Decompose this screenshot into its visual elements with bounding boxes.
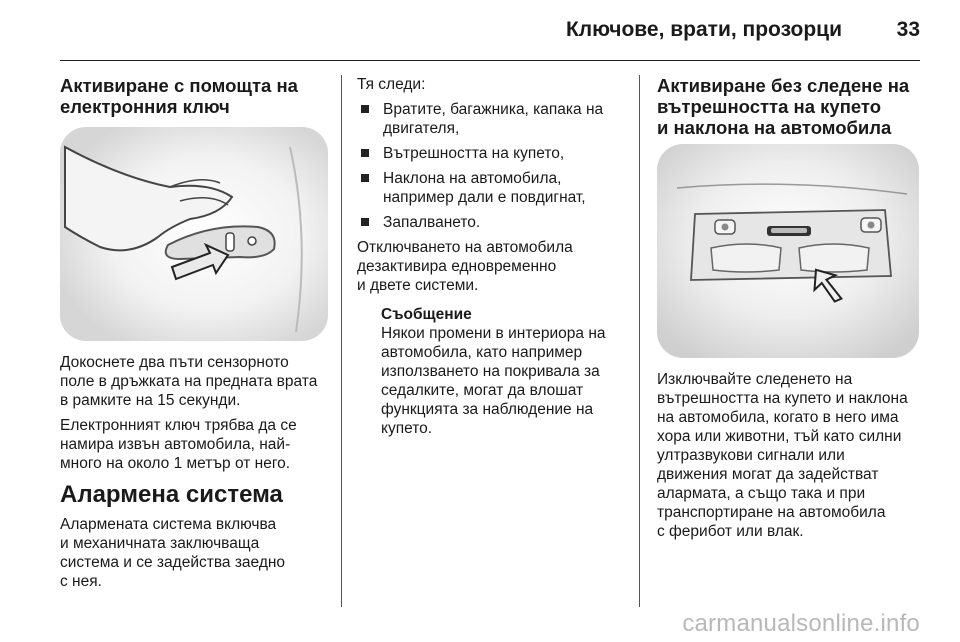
note-text: Някои промени в интериора на автомобила, като например използването на покривала за седалките, могат да влошат функцията за наблюдение на купето. — [381, 325, 606, 437]
note-box — [381, 305, 629, 438]
bullet-icon — [361, 105, 369, 113]
header-rule — [60, 60, 920, 61]
column-3 — [657, 75, 927, 547]
list-item: Вратите, багажника, капака на двигателя, — [357, 100, 629, 138]
column-divider-2 — [639, 75, 640, 607]
bullet-icon — [361, 149, 369, 157]
list-item: Запалването. — [357, 213, 629, 232]
watermark: carmanualsonline.info — [682, 610, 920, 637]
bullet-icon — [361, 218, 369, 226]
bullet-icon — [361, 174, 369, 182]
paragraph-monitors: Тя следи: — [357, 76, 426, 93]
chapter-title: Ключове, врати, прозорци — [565, 18, 842, 41]
note-title: Съобщение — [381, 306, 472, 323]
section-heading-no-monitoring: Активиране без следене на вътрешността на купето и наклона на автомобила — [657, 75, 910, 138]
page-header — [0, 0, 960, 62]
paragraph-disable-monitoring: Изключвайте следенето на вътрешността на купето и наклона на автомобила, когато в него има хора или животни, тъй като силни ултразвукови сигнали или движения могат да задействат алармата, а също така и при транспортиране на автомобила с ферибот или влак. — [657, 371, 908, 540]
page-number: 33 — [896, 18, 920, 41]
monitored-items-list — [357, 100, 629, 232]
paragraph-alarm: Алармената система включва и механичната заключваща система и се задейства заедно с нея. — [60, 516, 286, 590]
column-1 — [60, 75, 330, 597]
column-divider-1 — [341, 75, 342, 607]
paragraph-key-distance: Електронният ключ трябва да се намира извън автомобила, най- много на около 1 метър от него. — [60, 417, 297, 472]
ceiling-console-illustration — [657, 144, 919, 358]
door-handle-illustration — [60, 127, 328, 341]
list-item: Вътрешността на купето, — [357, 144, 629, 163]
section-heading-electronic-key: Активиране с помощта на електронния ключ — [60, 75, 298, 117]
column-2 — [357, 75, 629, 444]
list-item: Наклона на автомобила, например дали е повдигнат, — [357, 169, 629, 207]
paragraph-unlocking: Отключването на автомобила дезактивира едновременно и двете системи. — [357, 239, 573, 294]
paragraph-touch-sensor: Докоснете два пъти сензорното поле в дръжката на предната врата в рамките на 15 секунди. — [60, 354, 318, 409]
section-heading-alarm: Алармена система — [60, 481, 283, 508]
